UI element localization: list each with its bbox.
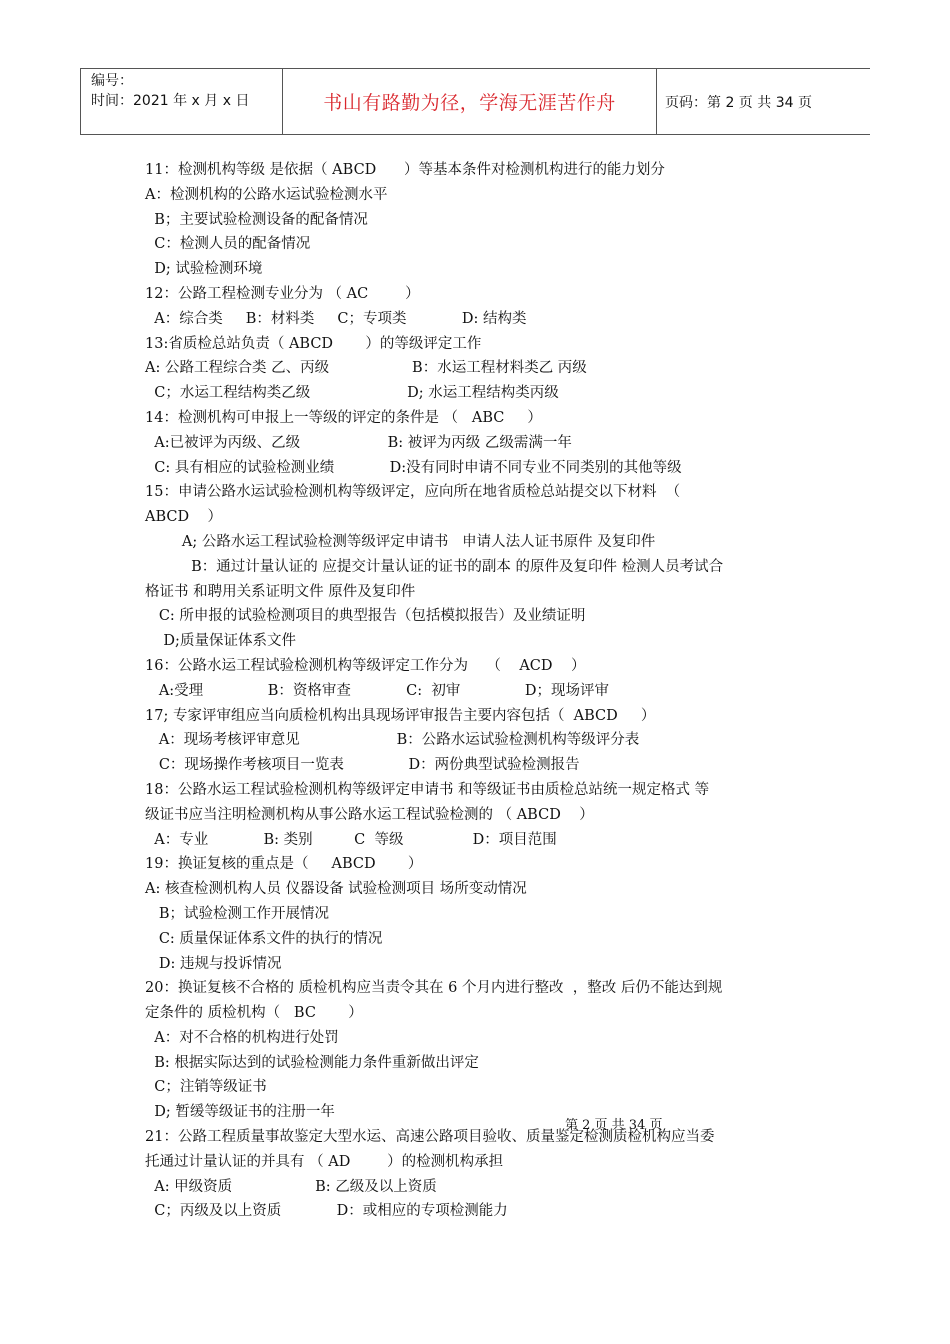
text-line: A：现场考核评审意见 B：公路水运试验检测机构等级评分表 — [145, 732, 640, 749]
page-number-label: 页码：第 2 页 共 34 页 — [665, 94, 812, 111]
text-line: 19：换证复核的重点是（ ABCD ） — [145, 856, 423, 873]
text-line: B；试验检测工作开展情况 — [145, 905, 329, 922]
text-line: C：现场操作考核项目一览表 D：两份典型试验检测报告 — [145, 757, 580, 774]
text-line: C: 质量保证体系文件的执行的情况 — [145, 930, 383, 947]
text-line: 15：申请公路水运试验检测机构等级评定，应向所在地省质检总站提交以下材料 （ — [145, 484, 681, 501]
text-line: A：对不合格的机构进行处罚 — [145, 1029, 339, 1046]
text-line: D; 暂缓等级证书的注册一年 — [145, 1104, 335, 1121]
text-line: 定条件的 质检机构（ BC ） — [145, 1005, 363, 1022]
text-line: D: 违规与投诉情况 — [145, 955, 282, 972]
page-header — [80, 68, 870, 135]
text-line: 格证书 和聘用关系证明文件 原件及复印件 — [145, 583, 416, 600]
text-line: A：检测机构的公路水运试验检测水平 — [145, 186, 388, 203]
motto: 书山有路勤为径，学海无涯苦作舟 — [283, 69, 657, 134]
text-line: A: 核查检测机构人员 仪器设备 试验检测项目 场所变动情况 — [145, 881, 527, 898]
text-line: D;质量保证体系文件 — [145, 633, 296, 650]
text-line: A: 公路工程综合类 乙、丙级 B：水运工程材料类乙 丙级 — [145, 360, 587, 377]
text-line: 托通过计量认证的并具有 （ AD ）的检测机构承担 — [145, 1153, 504, 1170]
document-body — [145, 158, 825, 1224]
text-line: D; 试验检测环境 — [145, 261, 263, 278]
text-line: 级证书应当注明检测机构从事公路水运工程试验检测的 （ ABCD ） — [145, 806, 594, 823]
code-label: 编号： — [91, 73, 133, 89]
header-meta — [81, 69, 283, 134]
text-line: 12：公路工程检测专业分为 （ AC ） — [145, 285, 420, 302]
text-line: 18：公路水运工程试验检测机构等级评定申请书 和等级证书由质检总站统一规定格式 等 — [145, 781, 710, 798]
text-line: A:已被评为丙级、乙级 B: 被评为丙级 乙级需满一年 — [145, 434, 572, 451]
text-line: C；丙级及以上资质 D：或相应的专项检测能力 — [145, 1203, 508, 1220]
text-line: C；水运工程结构类乙级 D; 水运工程结构类丙级 — [145, 385, 559, 402]
text-line: C: 所申报的试验检测项目的典型报告（包括模拟报告）及业绩证明 — [145, 608, 586, 625]
text-line: B: 根据实际达到的试验检测能力条件重新做出评定 — [145, 1054, 479, 1071]
text-line: A：专业 B: 类别 C 等级 D：项目范围 — [145, 831, 557, 848]
text-line: 21：公路工程质量事故鉴定大型水运、高速公路项目验收、质量鉴定检测质检机构应当委 — [145, 1129, 715, 1146]
text-line: ABCD ） — [145, 509, 223, 526]
text-line: 17; 专家评审组应当向质检机构出具现场评审报告主要内容包括（ ABCD ） — [145, 707, 656, 724]
page-footer: 第 2 页 共 34 页 — [565, 1118, 663, 1133]
text-line: B：通过计量认证的 应提交计量认证的证书的副本 的原件及复印件 检测人员考试合 — [145, 558, 724, 575]
text-line: C：检测人员的配备情况 — [145, 236, 311, 253]
text-line: 13:省质检总站负责（ ABCD ）的等级评定工作 — [145, 335, 482, 352]
text-line: A：综合类 B：材料类 C；专项类 D: 结构类 — [145, 310, 527, 327]
text-line: 11：检测机构等级 是依据（ ABCD ）等基本条件对检测机构进行的能力划分 — [145, 162, 665, 178]
text-line: 16：公路水运工程试验检测机构等级评定工作分为 （ ACD ） — [145, 657, 586, 674]
time-label: 时间：2021 年 x 月 x 日 — [91, 93, 250, 109]
text-line: A:受理 B：资格审查 C: 初审 D；现场评审 — [145, 682, 610, 699]
text-line: C；注销等级证书 — [145, 1079, 267, 1096]
text-line: B；主要试验检测设备的配备情况 — [145, 211, 368, 228]
text-line: C: 具有相应的试验检测业绩 D:没有同时申请不同专业不同类别的其他等级 — [145, 459, 682, 476]
text-line: A; 公路水运工程试验检测等级评定申请书 申请人法人证书原件 及复印件 — [145, 533, 656, 550]
text-line: A: 甲级资质 B: 乙级及以上资质 — [145, 1178, 437, 1195]
text-line: 20：换证复核不合格的 质检机构应当责令其在 6 个月内进行整改 ，整改 后仍不能达到规 — [145, 980, 723, 997]
text-line: 14：检测机构可申报上一等级的评定的条件是 （ ABC ） — [145, 409, 542, 426]
